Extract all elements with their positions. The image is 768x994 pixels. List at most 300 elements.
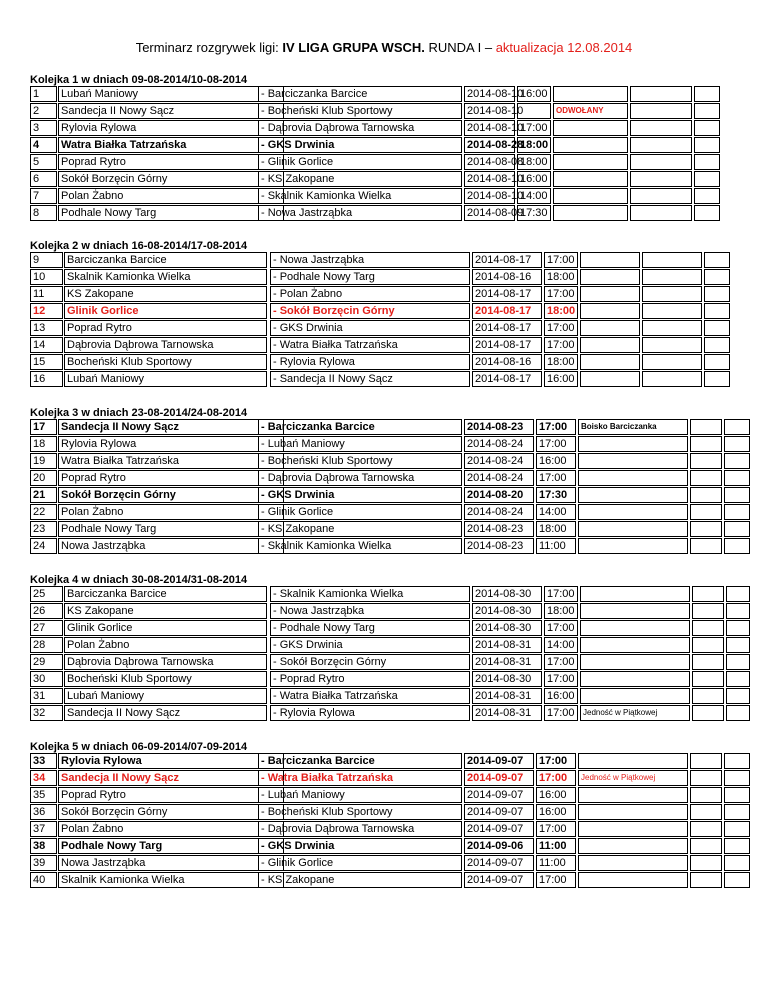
empty-cell (694, 205, 720, 221)
away-team: - GKS Drwinia (258, 487, 462, 503)
empty-cell (690, 821, 722, 837)
empty-cell (690, 504, 722, 520)
empty-cell (694, 86, 720, 102)
match-row (30, 603, 750, 620)
match-date: 2014-08-24 (464, 436, 534, 452)
match-note (580, 371, 640, 387)
away-team: - Sokół Borzęcin Górny (270, 303, 470, 319)
away-team: - KS Zakopane (258, 872, 462, 888)
away-team: - KS Zakopane (258, 521, 462, 537)
match-time: 18:00 (517, 137, 551, 153)
empty-cell (630, 205, 692, 221)
match-row (30, 470, 750, 487)
match-date: 2014-08-10 (464, 171, 515, 187)
match-number: 29 (30, 654, 63, 670)
empty-cell (692, 654, 724, 670)
empty-cell (704, 371, 730, 387)
away-team: - Watra Białka Tatrzańska (258, 770, 462, 786)
match-time: 18:00 (544, 603, 578, 619)
empty-cell (692, 688, 724, 704)
match-time (517, 103, 551, 119)
home-team: Polan Żabno (58, 821, 284, 837)
match-note (580, 286, 640, 302)
match-row (30, 487, 750, 504)
empty-cell (704, 286, 730, 302)
match-row (30, 137, 750, 154)
match-date: 2014-09-07 (464, 872, 534, 888)
match-number: 31 (30, 688, 63, 704)
match-number: 25 (30, 586, 63, 602)
match-number: 26 (30, 603, 63, 619)
match-note (578, 487, 688, 503)
away-team: - Sandecja II Nowy Sącz (270, 371, 470, 387)
round-title: Kolejka 1 w dniach 09-08-2014/10-08-2014 (30, 74, 248, 86)
match-date: 2014-09-07 (464, 855, 534, 871)
away-team: - Podhale Nowy Targ (270, 269, 470, 285)
away-team: - Watra Białka Tatrzańska (270, 688, 470, 704)
match-time: 17:00 (517, 120, 551, 136)
match-row (30, 671, 750, 688)
home-team: Rylovia Rylowa (58, 753, 284, 769)
match-row (30, 354, 750, 371)
match-time: 14:00 (517, 188, 551, 204)
away-team: - GKS Drwinia (258, 137, 462, 153)
match-date: 2014-08-16 (472, 269, 542, 285)
match-date: 2014-09-06 (464, 838, 534, 854)
empty-cell (726, 620, 750, 636)
match-date: 2014-08-23 (464, 419, 534, 435)
home-team: Sokół Borzęcin Górny (58, 804, 284, 820)
match-note (580, 637, 690, 653)
empty-cell (724, 419, 750, 435)
empty-cell (630, 171, 692, 187)
match-note: ODWOŁANY (553, 103, 628, 119)
match-note (553, 188, 628, 204)
match-time: 18:00 (544, 303, 578, 319)
match-number: 16 (30, 371, 63, 387)
empty-cell (690, 436, 722, 452)
match-row (30, 171, 750, 188)
away-team: - Nowa Jastrząbka (270, 252, 470, 268)
match-row (30, 320, 750, 337)
match-note (578, 538, 688, 554)
home-team: Lubań Maniowy (64, 371, 267, 387)
home-team: Sokół Borzęcin Górny (58, 487, 284, 503)
match-time: 17:00 (536, 872, 576, 888)
match-note (578, 821, 688, 837)
away-team: - Lubań Maniowy (258, 787, 462, 803)
empty-cell (726, 603, 750, 619)
round-title: Kolejka 3 w dniach 23-08-2014/24-08-2014 (30, 407, 248, 419)
home-team: Bocheński Klub Sportowy (64, 671, 267, 687)
empty-cell (690, 453, 722, 469)
empty-cell (724, 453, 750, 469)
match-number: 3 (30, 120, 57, 136)
match-row (30, 103, 750, 120)
match-note (553, 137, 628, 153)
match-note (578, 753, 688, 769)
away-team: - Skalnik Kamionka Wielka (258, 538, 462, 554)
match-note (580, 603, 690, 619)
match-time: 17:00 (536, 770, 576, 786)
match-note (578, 470, 688, 486)
empty-cell (630, 188, 692, 204)
match-date: 2014-08-10 (464, 120, 515, 136)
empty-cell (642, 252, 702, 268)
match-note (580, 337, 640, 353)
match-date: 2014-08-17 (472, 286, 542, 302)
away-team: - GKS Drwinia (270, 637, 470, 653)
empty-cell (694, 154, 720, 170)
match-note (580, 586, 690, 602)
match-number: 9 (30, 252, 63, 268)
match-number: 38 (30, 838, 57, 854)
match-date: 2014-08-17 (472, 320, 542, 336)
match-row (30, 252, 750, 269)
empty-cell (630, 120, 692, 136)
away-team: - Polan Żabno (270, 286, 470, 302)
match-time: 17:00 (544, 286, 578, 302)
away-team: - Barciczanka Barcice (258, 753, 462, 769)
match-row (30, 538, 750, 555)
home-team: Sandecja II Nowy Sącz (58, 103, 284, 119)
match-row (30, 86, 750, 103)
match-date: 2014-08-17 (472, 252, 542, 268)
match-number: 1 (30, 86, 57, 102)
round-5 (30, 741, 750, 889)
home-team: Watra Białka Tatrzańska (58, 453, 284, 469)
away-team: - Lubań Maniowy (258, 436, 462, 452)
match-note (578, 838, 688, 854)
match-time: 16:00 (517, 171, 551, 187)
match-date: 2014-08-24 (464, 504, 534, 520)
empty-cell (724, 770, 750, 786)
match-date: 2014-08-10 (464, 86, 515, 102)
away-team: - Rylovia Rylowa (270, 705, 470, 721)
round-title: Kolejka 2 w dniach 16-08-2014/17-08-2014 (30, 240, 248, 252)
match-row (30, 269, 750, 286)
match-time: 17:00 (544, 705, 578, 721)
match-date: 2014-08-08 (464, 154, 515, 170)
match-date: 2014-08-17 (472, 371, 542, 387)
match-time: 11:00 (536, 538, 576, 554)
match-note: Jedność w Piątkowej (580, 705, 690, 721)
away-team: - Glinik Gorlice (258, 855, 462, 871)
title-round: RUNDA I – (424, 40, 496, 55)
empty-cell (692, 671, 724, 687)
empty-cell (690, 804, 722, 820)
match-time: 11:00 (536, 838, 576, 854)
home-team: Rylovia Rylowa (58, 436, 284, 452)
empty-cell (690, 770, 722, 786)
match-row (30, 286, 750, 303)
away-team: - Dąbrovia Dąbrowa Tarnowska (258, 120, 462, 136)
match-date: 2014-08-30 (472, 671, 542, 687)
away-team: - Sokół Borzęcin Górny (270, 654, 470, 670)
match-date: 2014-09-07 (464, 804, 534, 820)
match-date: 2014-08-17 (472, 337, 542, 353)
home-team: Polan Żabno (58, 504, 284, 520)
home-team: Poprad Rytro (58, 154, 284, 170)
empty-cell (690, 838, 722, 854)
away-team: - Skalnik Kamionka Wielka (258, 188, 462, 204)
match-row (30, 154, 750, 171)
empty-cell (724, 787, 750, 803)
empty-cell (704, 320, 730, 336)
match-row (30, 205, 750, 222)
match-time: 17:00 (544, 620, 578, 636)
home-team: Bocheński Klub Sportowy (64, 354, 267, 370)
match-number: 23 (30, 521, 57, 537)
match-note (580, 654, 690, 670)
match-number: 40 (30, 872, 57, 888)
home-team: Sandecja II Nowy Sącz (58, 419, 284, 435)
match-number: 36 (30, 804, 57, 820)
home-team: Sandecja II Nowy Sącz (58, 770, 284, 786)
match-date: 2014-09-07 (464, 753, 534, 769)
away-team: - GKS Drwinia (270, 320, 470, 336)
match-note (580, 320, 640, 336)
empty-cell (642, 303, 702, 319)
home-team: Sandecja II Nowy Sącz (64, 705, 267, 721)
home-team: Podhale Nowy Targ (58, 205, 284, 221)
match-date: 2014-08-30 (472, 620, 542, 636)
home-team: Polan Żabno (64, 637, 267, 653)
home-team: Glinik Gorlice (64, 620, 267, 636)
match-date: 2014-08-10 (464, 103, 515, 119)
away-team: - Skalnik Kamionka Wielka (270, 586, 470, 602)
match-number: 18 (30, 436, 57, 452)
empty-cell (690, 872, 722, 888)
match-note (578, 436, 688, 452)
away-team: - Barciczanka Barcice (258, 419, 462, 435)
match-note (578, 872, 688, 888)
match-row (30, 654, 750, 671)
empty-cell (724, 804, 750, 820)
match-number: 30 (30, 671, 63, 687)
home-team: Barciczanka Barcice (64, 586, 267, 602)
match-time: 16:00 (544, 371, 578, 387)
match-row (30, 637, 750, 654)
empty-cell (630, 137, 692, 153)
home-team: Nowa Jastrząbka (58, 538, 284, 554)
match-row (30, 303, 750, 320)
empty-cell (642, 320, 702, 336)
match-date: 2014-08-31 (472, 705, 542, 721)
match-row (30, 804, 750, 821)
match-note (578, 804, 688, 820)
match-note (578, 504, 688, 520)
match-note (578, 787, 688, 803)
match-time: 18:00 (544, 354, 578, 370)
match-date: 2014-08-10 (464, 188, 515, 204)
empty-cell (724, 487, 750, 503)
empty-cell (704, 269, 730, 285)
home-team: KS Zakopane (64, 603, 267, 619)
empty-cell (642, 354, 702, 370)
empty-cell (724, 436, 750, 452)
away-team: - Nowa Jastrząbka (270, 603, 470, 619)
away-team: - Barciczanka Barcice (258, 86, 462, 102)
match-row (30, 787, 750, 804)
match-number: 17 (30, 419, 57, 435)
match-number: 39 (30, 855, 57, 871)
match-time: 17:30 (536, 487, 576, 503)
empty-cell (724, 521, 750, 537)
away-team: - Nowa Jastrząbka (258, 205, 462, 221)
match-date: 2014-08-17 (472, 303, 542, 319)
home-team: Rylovia Rylowa (58, 120, 284, 136)
empty-cell (694, 120, 720, 136)
match-note (578, 453, 688, 469)
match-date: 2014-08-31 (472, 688, 542, 704)
match-number: 7 (30, 188, 57, 204)
match-number: 27 (30, 620, 63, 636)
empty-cell (726, 688, 750, 704)
match-date: 2014-08-24 (464, 470, 534, 486)
empty-cell (692, 620, 724, 636)
empty-cell (704, 354, 730, 370)
empty-cell (692, 603, 724, 619)
empty-cell (724, 838, 750, 854)
match-row (30, 770, 750, 787)
home-team: Skalnik Kamionka Wielka (64, 269, 267, 285)
match-time: 18:00 (517, 154, 551, 170)
match-row (30, 436, 750, 453)
match-time: 17:00 (544, 671, 578, 687)
home-team: Poprad Rytro (58, 470, 284, 486)
empty-cell (726, 654, 750, 670)
away-team: - Bocheński Klub Sportowy (258, 453, 462, 469)
match-time: 17:00 (544, 586, 578, 602)
match-date: 2014-08-23 (464, 521, 534, 537)
match-note: Jedność w Piątkowej (578, 770, 688, 786)
match-date: 2014-09-07 (464, 821, 534, 837)
match-number: 37 (30, 821, 57, 837)
match-note (553, 154, 628, 170)
round-3 (30, 407, 750, 555)
match-time: 14:00 (536, 504, 576, 520)
match-number: 5 (30, 154, 57, 170)
match-time: 17:00 (536, 436, 576, 452)
away-team: - Poprad Rytro (270, 671, 470, 687)
home-team: Dąbrovia Dąbrowa Tarnowska (64, 337, 267, 353)
match-time: 17:00 (544, 654, 578, 670)
match-time: 17:00 (544, 320, 578, 336)
home-team: Lubań Maniowy (58, 86, 284, 102)
match-row (30, 705, 750, 722)
empty-cell (704, 337, 730, 353)
match-note (578, 855, 688, 871)
match-number: 12 (30, 303, 63, 319)
match-row (30, 753, 750, 770)
home-team: Skalnik Kamionka Wielka (58, 872, 284, 888)
match-note (580, 354, 640, 370)
match-time: 16:00 (536, 804, 576, 820)
match-time: 16:00 (536, 453, 576, 469)
empty-cell (690, 470, 722, 486)
match-date: 2014-08-16 (472, 354, 542, 370)
match-number: 4 (30, 137, 57, 153)
match-time: 16:00 (517, 86, 551, 102)
empty-cell (692, 705, 724, 721)
away-team: - Bocheński Klub Sportowy (258, 103, 462, 119)
empty-cell (726, 671, 750, 687)
empty-cell (724, 872, 750, 888)
match-time: 17:00 (536, 753, 576, 769)
match-date: 2014-08-28 (464, 137, 515, 153)
match-date: 2014-08-23 (464, 538, 534, 554)
match-time: 18:00 (544, 269, 578, 285)
match-note (553, 205, 628, 221)
title-update: aktualizacja 12.08.2014 (495, 40, 633, 55)
empty-cell (690, 419, 722, 435)
away-team: - Bocheński Klub Sportowy (258, 804, 462, 820)
match-row (30, 855, 750, 872)
round-4 (30, 574, 750, 722)
match-time: 17:00 (536, 821, 576, 837)
match-note (580, 269, 640, 285)
home-team: Lubań Maniowy (64, 688, 267, 704)
match-row (30, 453, 750, 470)
match-number: 6 (30, 171, 57, 187)
empty-cell (724, 470, 750, 486)
match-row (30, 419, 750, 436)
match-note (580, 303, 640, 319)
empty-cell (724, 855, 750, 871)
match-number: 14 (30, 337, 63, 353)
away-team: - GKS Drwinia (258, 838, 462, 854)
empty-cell (724, 821, 750, 837)
match-time: 14:00 (544, 637, 578, 653)
empty-cell (642, 269, 702, 285)
match-date: 2014-08-24 (464, 453, 534, 469)
empty-cell (630, 154, 692, 170)
empty-cell (704, 303, 730, 319)
home-team: Polan Żabno (58, 188, 284, 204)
match-time: 18:00 (536, 521, 576, 537)
empty-cell (724, 538, 750, 554)
home-team: Nowa Jastrząbka (58, 855, 284, 871)
match-number: 8 (30, 205, 57, 221)
match-number: 2 (30, 103, 57, 119)
match-number: 21 (30, 487, 57, 503)
match-time: 17:00 (544, 337, 578, 353)
empty-cell (726, 705, 750, 721)
match-row (30, 620, 750, 637)
match-row (30, 872, 750, 889)
round-1 (30, 74, 750, 222)
round-2 (30, 240, 750, 388)
match-note (553, 171, 628, 187)
empty-cell (630, 103, 692, 119)
match-number: 22 (30, 504, 57, 520)
match-note (553, 120, 628, 136)
empty-cell (694, 188, 720, 204)
match-time: 17:00 (544, 252, 578, 268)
match-row (30, 838, 750, 855)
match-date: 2014-08-20 (464, 487, 534, 503)
match-date: 2014-09-07 (464, 787, 534, 803)
match-row (30, 521, 750, 538)
home-team: Podhale Nowy Targ (58, 521, 284, 537)
match-row (30, 371, 750, 388)
empty-cell (690, 487, 722, 503)
home-team: Sokół Borzęcin Górny (58, 171, 284, 187)
empty-cell (630, 86, 692, 102)
empty-cell (694, 137, 720, 153)
empty-cell (694, 103, 720, 119)
